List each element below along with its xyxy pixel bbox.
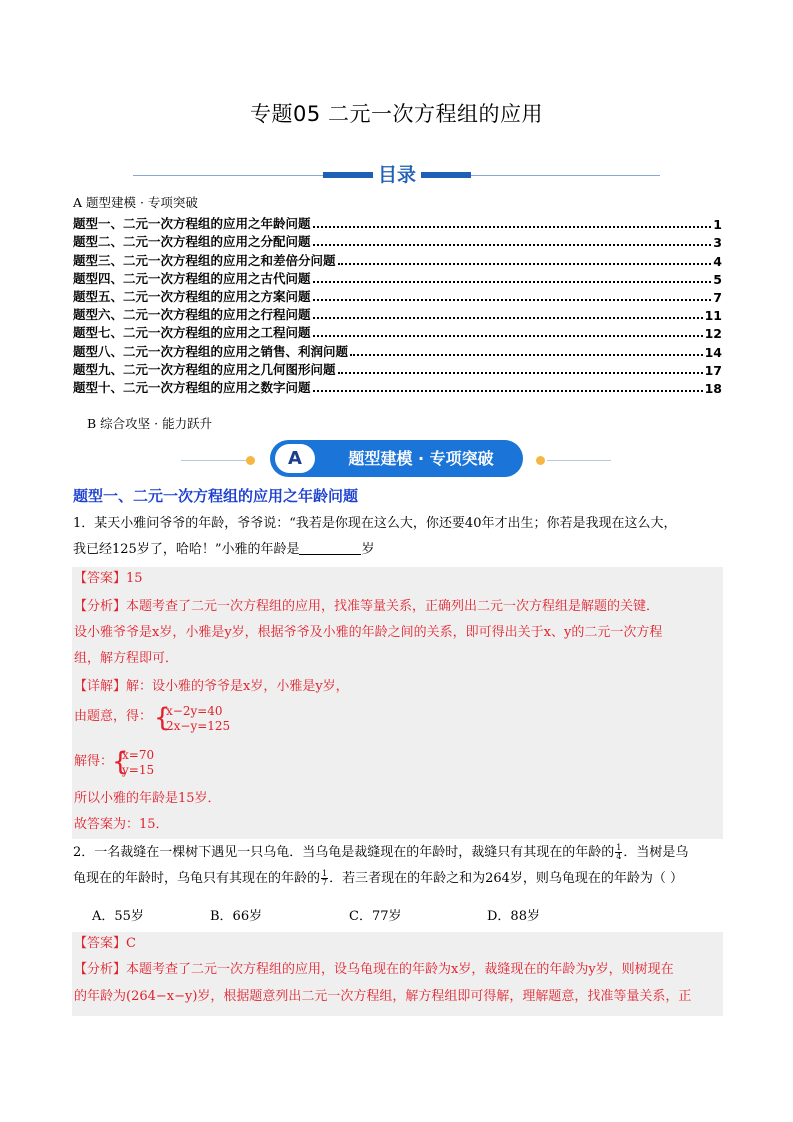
toc-entry-title: 题型七、二元一次方程组的应用之工程问题 [73,325,311,341]
question-1 [73,511,723,563]
toc-entry[interactable] [73,323,722,341]
toc-entry[interactable] [73,305,722,323]
toc-entry-page: 7 [713,289,722,305]
fraction [321,870,328,887]
detail-line: 所以小雅的年龄是15岁． [74,791,221,806]
banner-left-line [181,460,246,461]
option-a[interactable]: A．55岁 [92,909,144,924]
toc-entry-page: 17 [704,362,722,378]
question-1-line-1: 1．某天小雅问爷爷的年龄，爷爷说：“我若是你现在这么大，你还要40年才出生；你若是我现在这么大， [73,516,677,531]
fraction [615,844,622,861]
question-2-line-2 [73,866,723,892]
brace-icon: { [154,703,171,733]
option-b[interactable]: B．66岁 [210,909,263,924]
banner-left-dot [246,456,255,465]
solution: x=70 [122,748,155,762]
equation: 2x−y=125 [166,719,231,733]
question-1-unit: 岁 [361,542,375,557]
banner-letter: A [275,444,315,473]
detail-line: 解得： [74,754,114,769]
question-2-text: 2．一名裁缝在一棵树下遇见一只乌龟．当乌龟是裁缝现在的年龄时，裁缝只有其现在的年龄的 [73,845,615,860]
toc-entry-title: 题型八、二元一次方程组的应用之销售、利润问题 [73,343,349,359]
toc-leader [313,281,712,283]
answer-box-2 [72,932,723,1016]
toc-list [73,214,722,396]
fraction-denominator: 4 [616,852,622,861]
banner-label: 题型建模 · 专项突破 [348,449,494,468]
toc-entry-title: 题型六、二元一次方程组的应用之行程问题 [73,307,311,323]
question-2-line-1 [73,840,723,866]
question-2-text: ．当树是乌 [623,845,689,860]
toc-leader [338,263,712,265]
fraction-denominator: 7 [322,878,328,887]
toc-entry-title: 题型一、二元一次方程组的应用之年龄问题 [73,216,311,232]
toc-entry-page: 1 [713,217,722,233]
toc-entry[interactable] [73,378,722,396]
toc-entry-title: 题型二、二元一次方程组的应用之分配问题 [73,234,311,250]
toc-label: 目录 [377,164,416,186]
toc-entry[interactable] [73,269,722,287]
question-1-text: 我已经125岁了，哈哈！”小雅的年龄是 [73,542,300,557]
toc-entry-title: 题型九、二元一次方程组的应用之几何图形问题 [73,361,336,377]
question-2 [73,840,723,892]
detail-line: 由题意，得： [74,709,153,724]
toc-header-left-line [133,175,323,176]
fraction-numerator: 1 [322,869,328,878]
analysis-line: 设小雅爷爷是x岁，小雅是y岁，根据爷爷及小雅的年龄之间的关系，即可得出关于x、y的二元一次方程 [74,625,663,640]
equation: x−2y=40 [166,704,223,718]
toc-entry[interactable] [73,360,722,378]
toc-leader [338,372,703,374]
toc-section-a[interactable]: A 题型建模 · 专项突破 [73,195,198,210]
question-type-heading: 题型一、二元一次方程组的应用之年龄问题 [73,487,359,505]
toc-entry-title: 题型五、二元一次方程组的应用之方案问题 [73,288,311,304]
toc-entry-title: 题型十、二元一次方程组的应用之数字问题 [73,379,311,395]
analysis-line: 组，解方程即可． [74,651,179,666]
toc-entry-page: 18 [704,380,722,396]
answer-line: 【答案】C [74,936,136,951]
option-c[interactable]: C．77岁 [349,909,402,924]
toc-entry-page: 3 [713,235,722,251]
toc-leader [313,390,703,392]
toc-entry[interactable] [73,214,722,232]
toc-entry-title: 题型三、二元一次方程组的应用之和差倍分问题 [73,252,336,268]
toc-leader [350,354,703,356]
toc-leader [313,244,712,246]
toc-leader [313,226,712,228]
detail-line: 【详解】解：设小雅的爷爷是x岁，小雅是y岁， [74,679,349,694]
answer-box-1 [72,567,723,839]
answer-line: 【答案】15 [74,571,143,586]
toc-entry-page: 4 [713,253,722,269]
toc-entry-page: 12 [704,326,722,342]
solution: y=15 [122,763,155,777]
toc-entry[interactable] [73,287,722,305]
toc-header-right-bar [421,172,471,178]
toc-entry[interactable] [73,232,722,250]
toc-entry[interactable] [73,250,722,268]
question-2-text: 龟现在的年龄时，乌龟只有其现在的年龄的 [73,871,321,886]
toc-header [133,158,660,188]
section-banner [181,440,611,478]
toc-leader [313,299,712,301]
toc-entry[interactable] [73,341,722,359]
answer-blank [299,540,361,555]
question-1-line-2 [73,537,723,563]
banner-right-line [547,460,611,461]
brace-icon: { [112,747,129,777]
toc-header-left-bar [323,172,373,178]
fraction-numerator: 1 [616,843,622,852]
toc-entry-page: 14 [704,344,722,360]
question-2-text: ．若三者现在的年龄之和为264岁，则乌龟现在的年龄为（ ） [329,871,684,886]
analysis-line: 的年龄为(264−x−y)岁，根据题意列出二元一次方程组，解方程组即可得解，理解题意，找准等量关系，正 [74,989,692,1004]
option-d[interactable]: D．88岁 [487,909,540,924]
banner-right-dot [536,456,545,465]
analysis-line: 【分析】本题考查了二元一次方程组的应用，找准等量关系，正确列出二元一次方程组是解题的关键． [74,599,660,614]
toc-entry-page: 11 [704,308,722,324]
toc-entry-title: 题型四、二元一次方程组的应用之古代问题 [73,270,311,286]
toc-leader [313,335,703,337]
analysis-line: 【分析】本题考查了二元一次方程组的应用，设乌龟现在的年龄为x岁，裁缝现在的年龄为y岁，则树现在 [74,962,674,977]
toc-header-right-line [471,175,660,176]
detail-line: 故答案为：15． [74,817,169,832]
toc-section-b[interactable]: B 综合攻坚 · 能力跃升 [87,416,213,431]
document-title: 专题05 二元一次方程组的应用 [250,102,543,126]
toc-leader [313,317,703,319]
toc-entry-page: 5 [713,271,722,287]
